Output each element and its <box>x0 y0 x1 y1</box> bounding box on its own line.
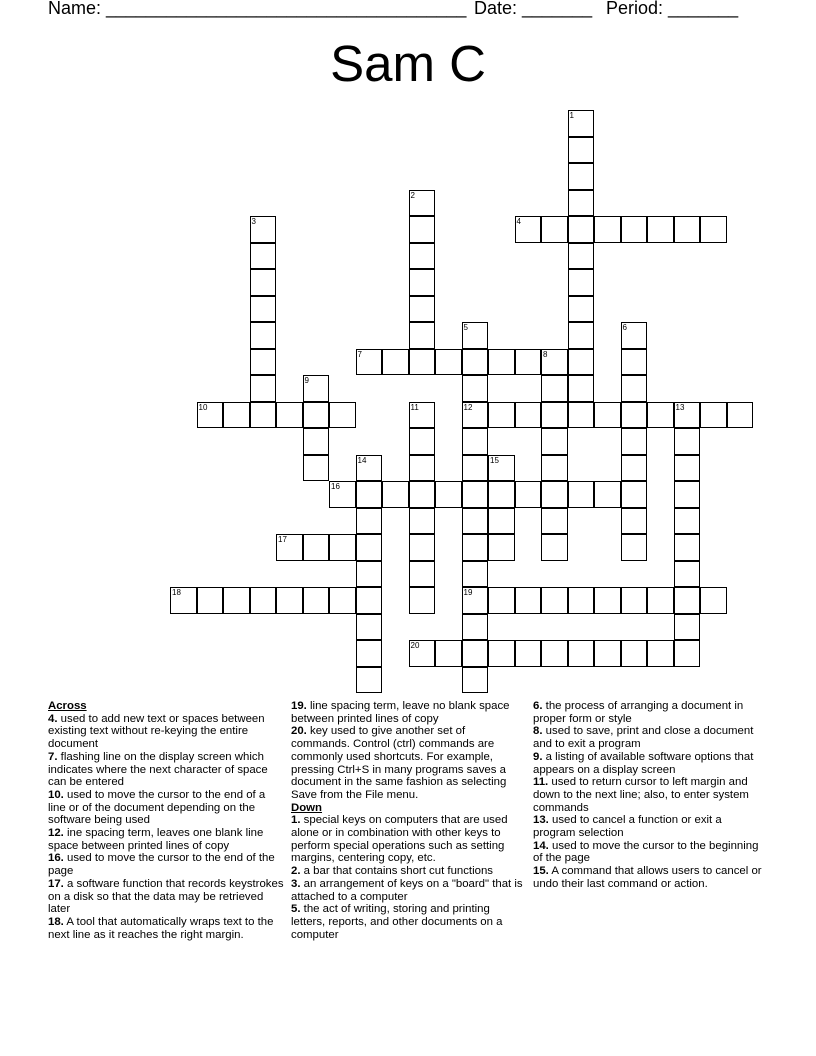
grid-cell[interactable] <box>356 667 383 694</box>
grid-cell[interactable] <box>568 163 595 190</box>
grid-cell[interactable] <box>356 349 383 376</box>
clue-down-11: 11. used to return cursor to left margin and down to the next line; also, to enter system commands <box>533 776 749 814</box>
grid-cell[interactable] <box>329 534 356 561</box>
clue-number: 1 <box>569 111 574 120</box>
grid-cell[interactable] <box>621 508 648 535</box>
grid-cell[interactable] <box>250 243 277 270</box>
clue-number: 20 <box>410 641 420 650</box>
grid-cell[interactable] <box>303 534 330 561</box>
grid-cell[interactable] <box>303 455 330 482</box>
grid-cell[interactable] <box>462 534 489 561</box>
clue-down-8: 8. used to save, print and close a document and to exit a program <box>533 725 754 751</box>
grid-cell[interactable] <box>409 402 436 429</box>
grid-cell[interactable] <box>621 534 648 561</box>
grid-cell[interactable] <box>356 534 383 561</box>
grid-cell[interactable] <box>250 216 277 243</box>
grid-cell[interactable] <box>621 322 648 349</box>
clue-number: 11 <box>410 402 419 412</box>
clue-number: 12 <box>463 402 473 412</box>
grid-cell[interactable] <box>488 640 515 667</box>
grid-cell[interactable] <box>674 508 701 535</box>
grid-cell[interactable] <box>621 428 648 455</box>
grid-cell[interactable] <box>568 296 595 323</box>
grid-cell[interactable] <box>621 375 648 402</box>
clue-number: 13 <box>675 402 685 412</box>
grid-cell[interactable] <box>541 349 568 376</box>
clue-number: 9 <box>304 376 309 385</box>
clue-down-15: 15. A command that allows users to cancel or undo their last command or action. <box>533 865 762 890</box>
grid-cell[interactable] <box>462 455 489 482</box>
grid-cell[interactable] <box>568 243 595 270</box>
grid-cell[interactable] <box>568 349 595 376</box>
grid-cell[interactable] <box>250 296 277 323</box>
clue-number: 6 <box>622 323 627 332</box>
grid-cell[interactable] <box>409 481 436 508</box>
grid-cell[interactable] <box>594 640 621 667</box>
grid-cell[interactable] <box>409 455 436 482</box>
grid-cell[interactable] <box>541 481 568 508</box>
clues-column-1 <box>48 700 284 941</box>
grid-cell[interactable] <box>462 667 489 694</box>
grid-cell[interactable] <box>594 481 621 508</box>
grid-cell[interactable] <box>568 587 595 614</box>
grid-cell[interactable] <box>594 587 621 614</box>
grid-cell[interactable] <box>462 375 489 402</box>
grid-cell[interactable] <box>382 481 409 508</box>
grid-cell[interactable] <box>541 428 568 455</box>
clue-number: 16 <box>331 482 340 491</box>
grid-cell[interactable] <box>462 402 489 429</box>
grid-cell[interactable] <box>197 587 224 614</box>
grid-cell[interactable] <box>594 216 621 243</box>
grid-cell[interactable] <box>674 481 701 508</box>
grid-cell[interactable] <box>329 587 356 614</box>
grid-cell[interactable] <box>409 640 436 667</box>
grid-cell[interactable] <box>488 534 515 561</box>
clue-down-14: 14. used to move the cursor to the beginning of the page <box>533 839 759 865</box>
clue-number: 19 <box>463 588 473 597</box>
grid-cell[interactable] <box>568 216 595 243</box>
clue-across-18: 18. A tool that automatically wraps text to the next line as it reaches the right margin. <box>48 915 274 941</box>
grid-cell[interactable] <box>435 349 462 376</box>
grid-cell[interactable] <box>356 508 383 535</box>
clue-number: 7 <box>357 349 362 359</box>
clue-number: 14 <box>357 455 367 465</box>
grid-cell[interactable] <box>515 216 542 243</box>
grid-cell[interactable] <box>409 349 436 376</box>
clue-number: 10 <box>198 402 208 412</box>
grid-cell[interactable] <box>223 402 250 429</box>
grid-cell[interactable] <box>674 534 701 561</box>
grid-cell[interactable] <box>621 216 648 243</box>
grid-cell[interactable] <box>621 349 648 376</box>
grid-cell[interactable] <box>223 587 250 614</box>
clue-number: 5 <box>463 323 468 332</box>
clue-across-20: 20. key used to give another set of commands. Control (ctrl) commands are commonly used shortcuts. For example, pressing Ctrl+S in many programs saves a document in the same fashion as selecting Save from the File menu. <box>291 725 507 801</box>
grid-cell[interactable] <box>568 137 595 164</box>
grid-cell[interactable] <box>700 587 727 614</box>
grid-cell[interactable] <box>727 402 754 429</box>
puzzle-title: Sam C <box>330 35 486 92</box>
grid-cell[interactable] <box>541 216 568 243</box>
grid-cell[interactable] <box>409 561 436 588</box>
grid-cell[interactable] <box>462 322 489 349</box>
date-field-label: Date: _______ <box>474 0 593 18</box>
across-heading: Across <box>48 700 87 712</box>
grid-cell[interactable] <box>409 322 436 349</box>
grid-cell[interactable] <box>568 322 595 349</box>
grid-cell[interactable] <box>647 216 674 243</box>
grid-cell[interactable] <box>515 640 542 667</box>
grid-cell[interactable] <box>568 110 595 137</box>
grid-cell[interactable] <box>541 534 568 561</box>
grid-cell[interactable] <box>250 349 277 376</box>
grid-cell[interactable] <box>541 508 568 535</box>
clue-number: 8 <box>543 349 548 359</box>
grid-cell[interactable] <box>568 402 595 429</box>
grid-cell[interactable] <box>621 587 648 614</box>
grid-cell[interactable] <box>250 322 277 349</box>
grid-cell[interactable] <box>568 481 595 508</box>
grid-cell[interactable] <box>647 587 674 614</box>
grid-cell[interactable] <box>409 428 436 455</box>
grid-cell[interactable] <box>647 640 674 667</box>
clue-number: 18 <box>172 588 181 597</box>
grid-cell[interactable] <box>488 455 515 482</box>
grid-cell[interactable] <box>700 216 727 243</box>
clue-number: 2 <box>410 190 415 200</box>
clue-across-19: 19. line spacing term, leave no blank space between printed lines of copy <box>291 700 510 725</box>
grid-cell[interactable] <box>409 269 436 296</box>
grid-cell[interactable] <box>409 587 436 614</box>
grid-cell[interactable] <box>409 216 436 243</box>
grid-cell[interactable] <box>488 402 515 429</box>
clue-down-1: 1. special keys on computers that are used alone or in combination with other keys to perform special operations such as setting margins, centering copy, etc. <box>291 814 508 865</box>
clue-across-12: 12. ine spacing term, leaves one blank line space between printed lines of copy <box>48 827 264 852</box>
grid-cell[interactable] <box>329 481 356 508</box>
grid-cell[interactable] <box>409 296 436 323</box>
grid-cell[interactable] <box>674 561 701 588</box>
clue-down-3: 3. an arrangement of keys on a "board" that is attached to a computer <box>291 877 523 903</box>
grid-cell[interactable] <box>303 587 330 614</box>
grid-cell[interactable] <box>621 402 648 429</box>
grid-cell[interactable] <box>250 587 277 614</box>
grid-cell[interactable] <box>250 402 277 429</box>
grid-cell[interactable] <box>700 402 727 429</box>
grid-cell[interactable] <box>356 614 383 641</box>
grid-cell[interactable] <box>647 402 674 429</box>
grid-cell[interactable] <box>674 640 701 667</box>
grid-cell[interactable] <box>541 640 568 667</box>
clues-column-3 <box>533 700 765 891</box>
grid-cell[interactable] <box>356 481 383 508</box>
grid-cell[interactable] <box>435 481 462 508</box>
grid-cell[interactable] <box>621 481 648 508</box>
grid-cell[interactable] <box>515 349 542 376</box>
grid-cell[interactable] <box>674 587 701 614</box>
grid-cell[interactable] <box>568 190 595 217</box>
clue-down-2: 2. a bar that contains short cut functions <box>291 865 493 878</box>
grid-cell[interactable] <box>409 534 436 561</box>
grid-cell[interactable] <box>356 455 383 482</box>
grid-cell[interactable] <box>594 402 621 429</box>
clue-number: 17 <box>278 535 287 544</box>
clue-down-13: 13. used to cancel a function or exit a program selection <box>533 814 722 840</box>
grid-cell[interactable] <box>276 587 303 614</box>
clue-across-4: 4. used to add new text or spaces between existing text without re-keying the entire document <box>48 712 265 751</box>
grid-cell[interactable] <box>462 428 489 455</box>
grid-cell[interactable] <box>409 190 436 217</box>
grid-cell[interactable] <box>276 402 303 429</box>
grid-cell[interactable] <box>568 375 595 402</box>
clue-across-16: 16. used to move the cursor to the end of the page <box>48 852 275 878</box>
grid-cell[interactable] <box>276 534 303 561</box>
grid-cell[interactable] <box>462 508 489 535</box>
grid-cell[interactable] <box>515 402 542 429</box>
grid-cell[interactable] <box>515 587 542 614</box>
grid-cell[interactable] <box>329 402 356 429</box>
grid-cell[interactable] <box>250 269 277 296</box>
grid-cell[interactable] <box>674 614 701 641</box>
grid-cell[interactable] <box>409 243 436 270</box>
grid-cell[interactable] <box>462 561 489 588</box>
clue-number: 4 <box>516 217 521 226</box>
clue-number: 3 <box>251 217 256 226</box>
grid-cell[interactable] <box>674 216 701 243</box>
grid-cell[interactable] <box>462 614 489 641</box>
grid-cell[interactable] <box>303 402 330 429</box>
grid-cell[interactable] <box>382 349 409 376</box>
name-field-label: Name: ____________________________________ <box>48 0 467 18</box>
clue-across-10: 10. used to move the cursor to the end of a line or of the document depending on the software being used <box>48 788 266 827</box>
grid-cell[interactable] <box>674 428 701 455</box>
grid-cell[interactable] <box>621 455 648 482</box>
grid-cell[interactable] <box>541 375 568 402</box>
grid-cell[interactable] <box>568 640 595 667</box>
grid-cell[interactable] <box>541 455 568 482</box>
grid-cell[interactable] <box>462 640 489 667</box>
grid-cell[interactable] <box>621 640 648 667</box>
grid-cell[interactable] <box>250 375 277 402</box>
grid-cell[interactable] <box>541 587 568 614</box>
grid-cell[interactable] <box>462 481 489 508</box>
clues-column-2 <box>291 700 523 941</box>
grid-cell[interactable] <box>409 508 436 535</box>
grid-cell[interactable] <box>541 402 568 429</box>
grid-cell[interactable] <box>356 587 383 614</box>
grid-cell[interactable] <box>568 269 595 296</box>
clue-number: 15 <box>490 455 499 465</box>
grid-cell[interactable] <box>488 508 515 535</box>
grid-cell[interactable] <box>488 349 515 376</box>
grid-cell[interactable] <box>197 402 224 429</box>
grid-cell[interactable] <box>674 402 701 429</box>
grid-cell[interactable] <box>674 455 701 482</box>
grid-cell[interactable] <box>170 587 197 614</box>
grid-cell[interactable] <box>356 640 383 667</box>
grid-cell[interactable] <box>515 481 542 508</box>
grid-cell[interactable] <box>303 428 330 455</box>
clue-down-9: 9. a listing of available software options that appears on a display screen <box>533 750 754 776</box>
grid-cell[interactable] <box>356 561 383 588</box>
down-heading: Down <box>291 801 323 814</box>
clue-across-7: 7. flashing line on the display screen which indicates where the next character of space can be entered <box>48 750 268 789</box>
clue-down-6: 6. the process of arranging a document in proper form or style <box>533 700 744 725</box>
clue-down-5: 5. the act of writing, storing and printing letters, reports, and other documents on a computer <box>291 903 503 941</box>
grid-cell[interactable] <box>303 375 330 402</box>
clue-across-17: 17. a software function that records keystrokes on a disk so that the data may be retrieved later <box>48 877 284 916</box>
period-field-label: Period: _______ <box>606 0 739 18</box>
grid-cell[interactable] <box>435 640 462 667</box>
grid-cell[interactable] <box>488 481 515 508</box>
grid-cell[interactable] <box>488 587 515 614</box>
grid-cell[interactable] <box>462 587 489 614</box>
grid-cell[interactable] <box>462 349 489 376</box>
